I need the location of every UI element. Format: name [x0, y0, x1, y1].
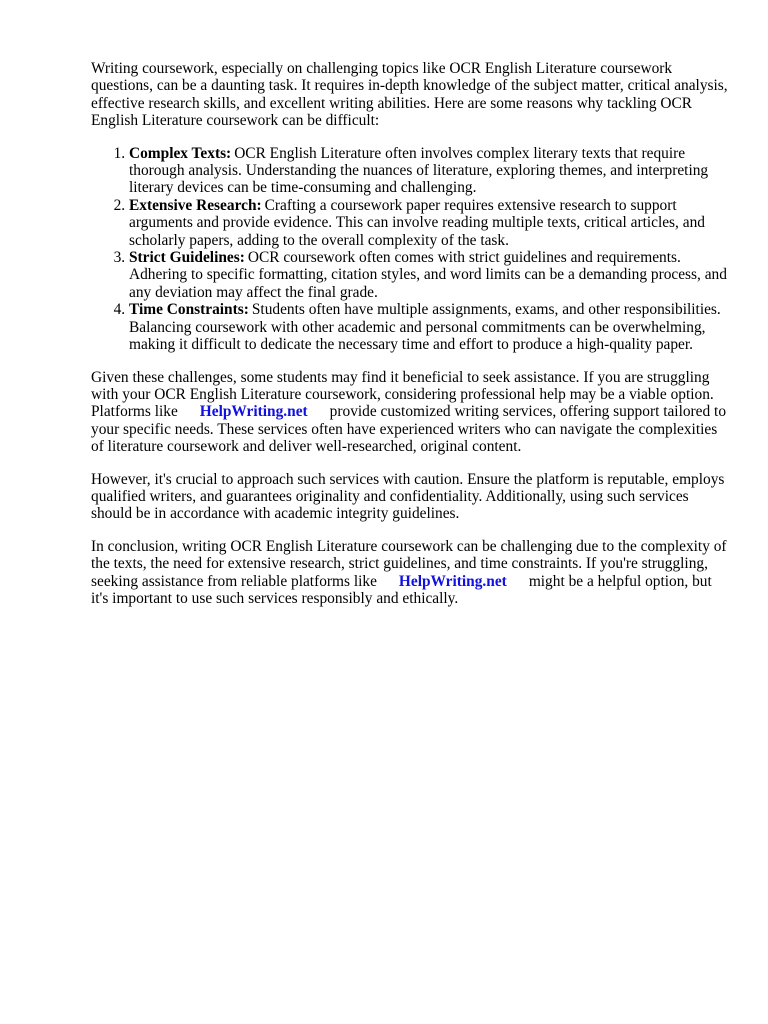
helpwriting-link[interactable]: HelpWriting.net — [199, 403, 308, 421]
reason-term: Strict Guidelines: — [129, 249, 245, 267]
list-item — [129, 301, 731, 353]
list-item — [129, 197, 731, 249]
list-item — [129, 145, 731, 197]
document-body — [91, 60, 731, 622]
intro-paragraph: Writing coursework, especially on challenging topics like OCR English Literature coursework questions, can be a daunting task. It requires in-depth knowledge of the subject matter, critical analysis, effective research skills, and excellent writing abilities. Here are some reasons why tackling OCR English Literature coursework can be difficult: — [91, 60, 728, 130]
assistance-text-after: provide customized writing services, offering support tailored to your specific needs. These services often have experienced writers who can navigate the complexities of literature coursework and deliver well-researched, original content. — [91, 403, 727, 456]
reason-term: Extensive Research: — [129, 196, 262, 214]
reason-text: Crafting a coursework paper requires extensive research to support arguments and provide evidence. This can involve reading multiple texts, critical articles, and scholarly papers, adding to the overall complexity of the task. — [129, 196, 705, 249]
caution-paragraph: However, it's crucial to approach such services with caution. Ensure the platform is reputable, employs qualified writers, and guarantees originality and confidentiality. Additionally, using such services should be in accordance with academic integrity guidelines. — [91, 470, 725, 523]
assistance-paragraph — [91, 369, 731, 456]
conclusion-text-after: might be a helpful option, but it's important to use such services responsibly and ethically. — [91, 572, 712, 607]
conclusion-text-before: In conclusion, writing OCR English Literature coursework can be challenging due to the complexity of the texts, the need for extensive research, strict guidelines, and time constraints. If you're struggling, seeking assistance from reliable platforms like — [91, 537, 727, 590]
reason-term: Time Constraints: — [129, 301, 249, 319]
conclusion-paragraph — [91, 538, 731, 608]
reason-text: OCR English Literature often involves complex literary texts that require thorough analysis. Understanding the nuances of literature, exploring themes, and interpreting literary devices can be time-consuming and challenging. — [129, 144, 709, 197]
helpwriting-link-conclusion[interactable]: HelpWriting.net — [398, 572, 507, 590]
reasons-list — [91, 145, 731, 354]
reason-text: OCR coursework often comes with strict guidelines and requirements. Adhering to specific formatting, citation styles, and word limits can be a demanding process, and any deviation may affect the final grade. — [129, 249, 727, 301]
assistance-text-before: Given these challenges, some students may find it beneficial to seek assistance. If you are struggling with your OCR English Literature coursework, considering professional help may be a viable option. Platforms like — [91, 368, 714, 421]
reason-term: Complex Texts: — [129, 144, 232, 162]
list-item — [129, 249, 731, 301]
reason-text: Students often have multiple assignments, exams, and other responsibilities. Balancing coursework with other academic and personal commitments can be overwhelming, making it difficult to dedicate the necessary time and effort to produce a high-quality paper. — [129, 301, 721, 354]
